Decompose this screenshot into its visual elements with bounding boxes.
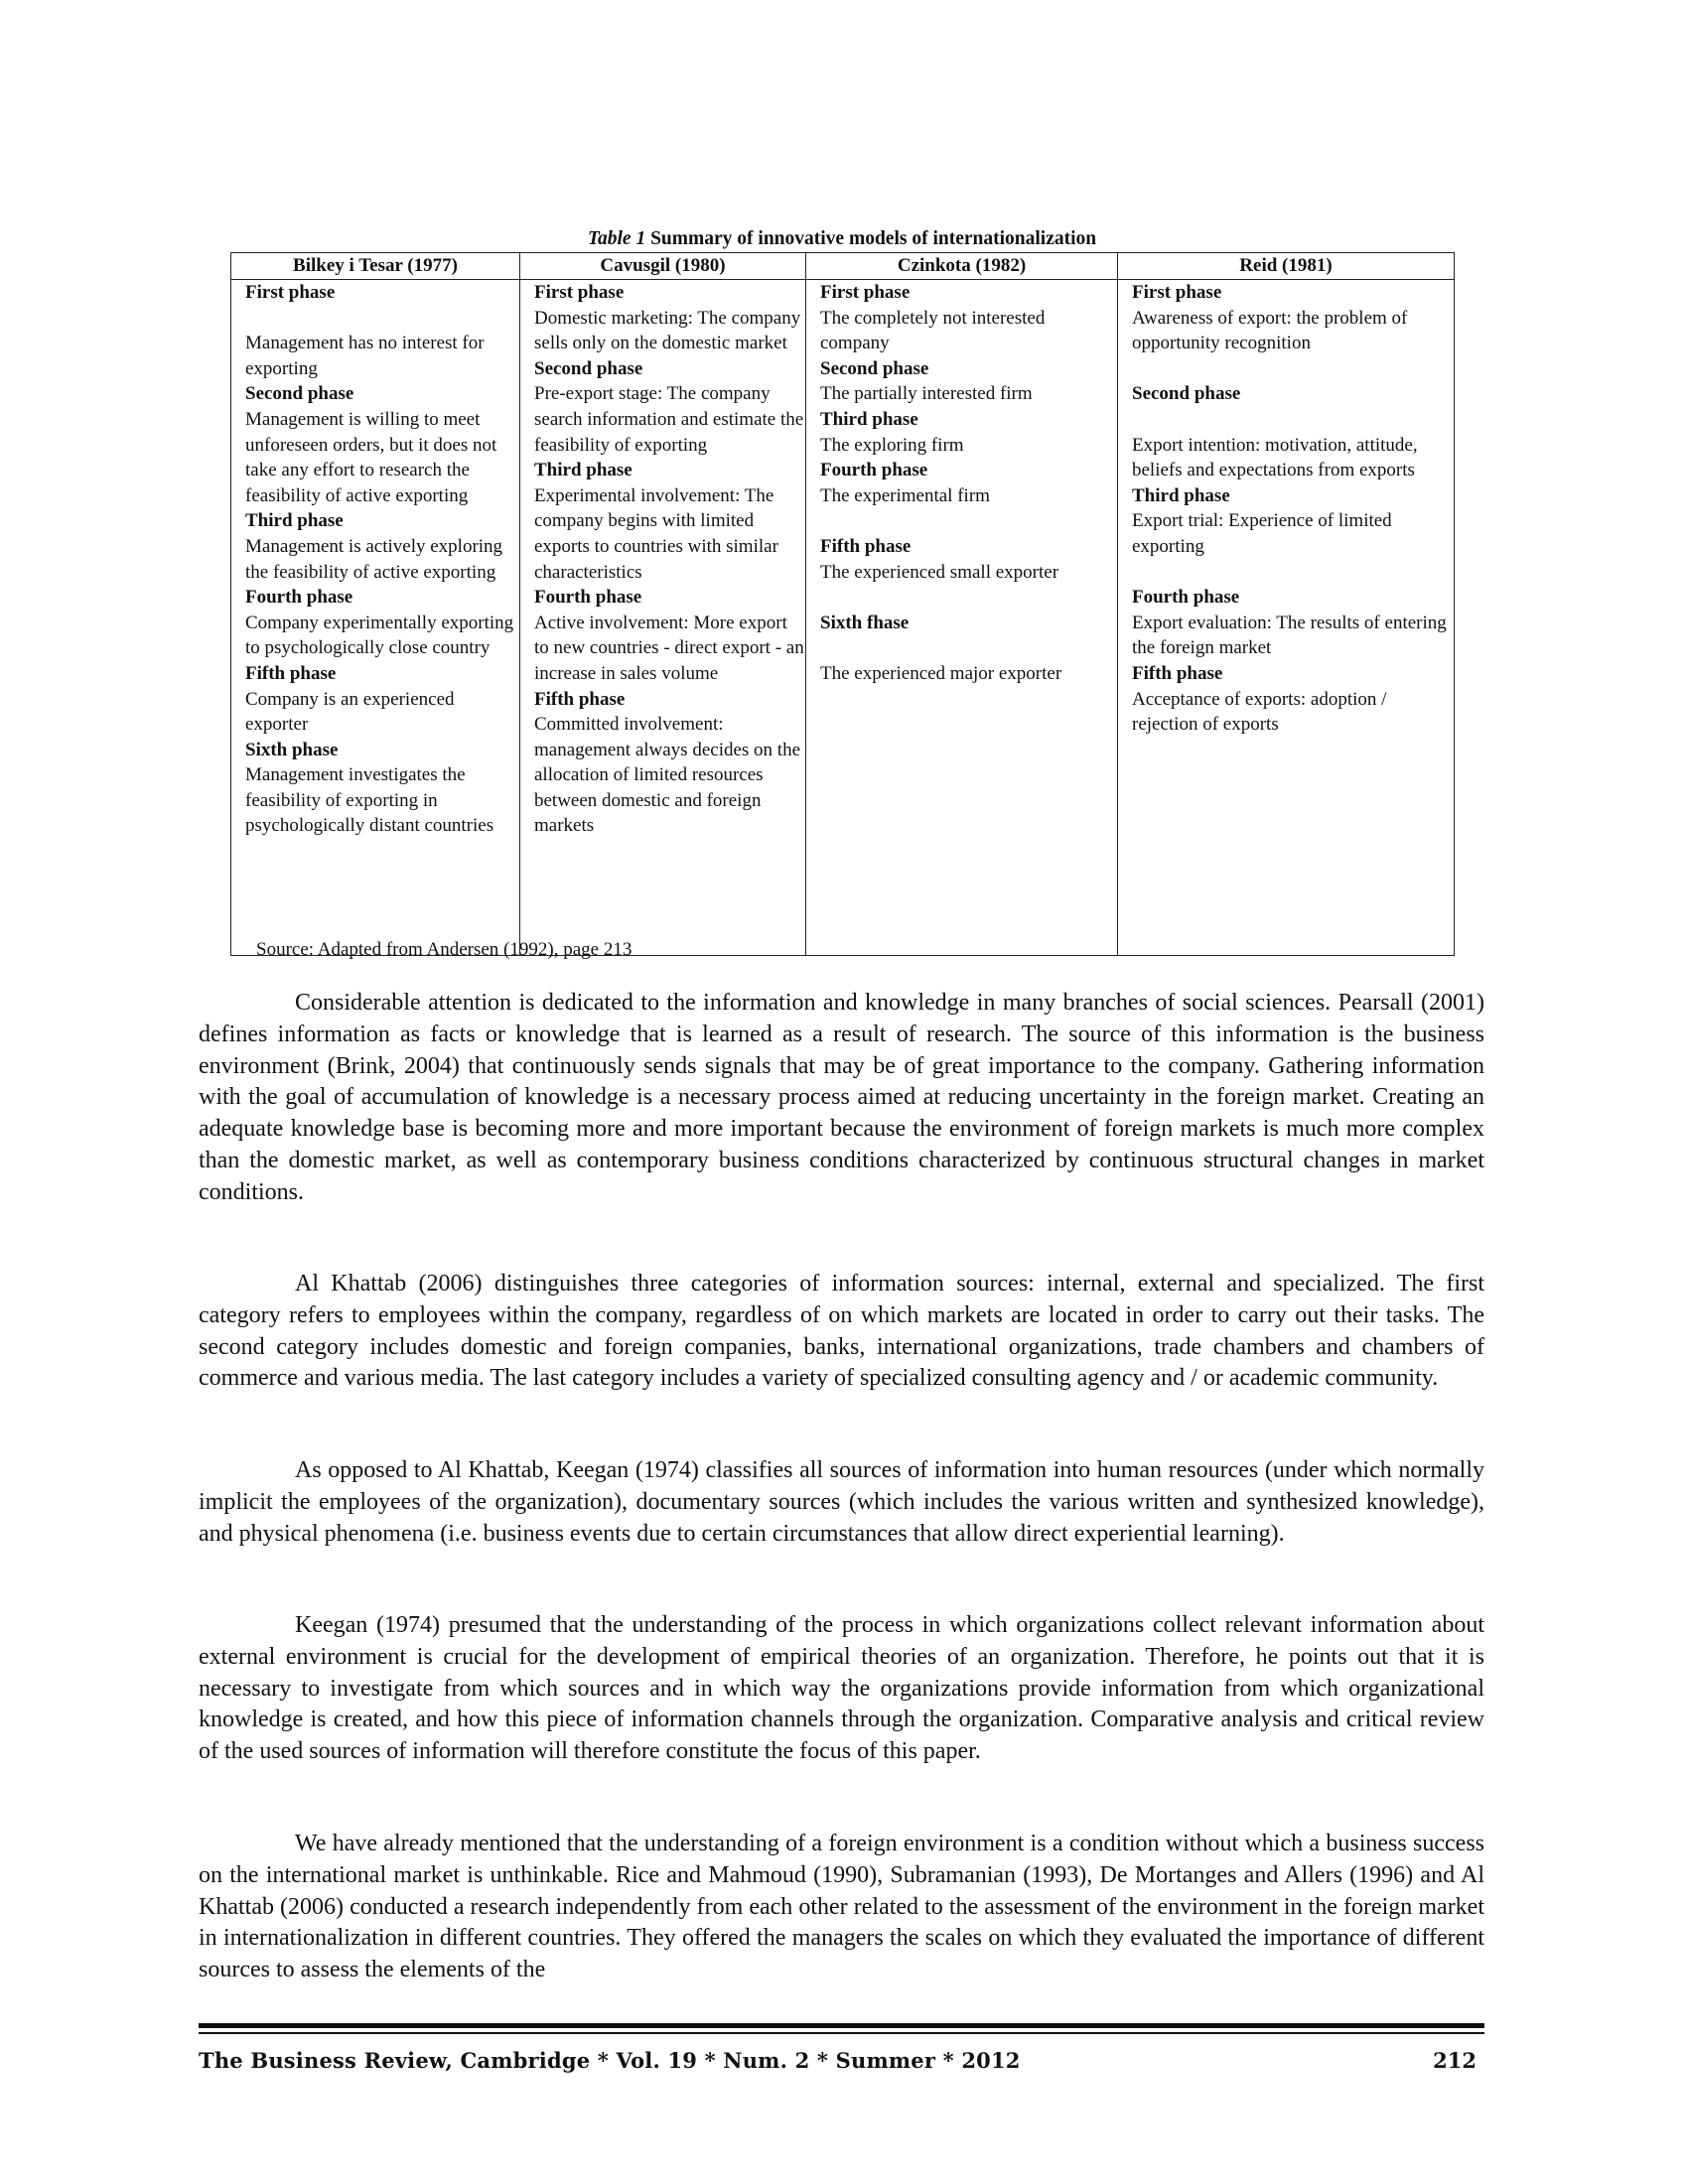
body-paragraph — [199, 988, 1484, 1209]
phase-text: Awareness of export: the problem of opportunity recognition — [1132, 307, 1408, 354]
phase-title: Fourth phase — [1132, 587, 1240, 609]
phase-title: First phase — [820, 282, 911, 303]
phase-title: Fourth phase — [534, 587, 642, 609]
phase-text: Company experimentally exporting to psychologically close country — [245, 612, 514, 659]
blank-line — [820, 508, 1117, 534]
footer-rule-thin — [199, 2032, 1484, 2034]
paragraph-text: We have already mentioned that the understanding of a foreign environment is a condition without which a business success on the international market is unthinkable. Rice and Mahmoud (1990), Subramanian (1993), De Mortanges and Allers (1996) and Al Khattab (2006) conducted a research independently from each other related to the assessment of the environment in the foreign market in internationalization in different countries. They offered the managers the scales on which they evaluated the importance of different sources to assess the elements of the — [199, 1831, 1484, 1983]
phase-text: Acceptance of exports: adoption / rejection of exports — [1132, 688, 1387, 736]
phase-text: The exploring firm — [820, 434, 964, 456]
phase-title: Third phase — [245, 510, 344, 532]
phase-text: Management investigates the feasibility of exporting in psychologically distant countries — [245, 764, 494, 837]
paragraph-text: Keegan (1974) presumed that the understanding of the process in which organizations collect relevant information about external environment is crucial for the development of empirical theories of an organization. Therefore, he points out that it is necessary to investigate from which sources and in which way the organizations provide information from which organizational knowledge is created, and how this piece of information channels through the organization. Comparative analysis and critical review of the used sources of information will therefore constitute the focus of this paper. — [199, 1612, 1484, 1765]
blank-line — [1132, 560, 1454, 586]
phase-text: Export evaluation: The results of entering the foreign market — [1132, 612, 1447, 659]
phase-title: First phase — [534, 282, 625, 303]
phase-text: The experienced major exporter — [820, 662, 1062, 684]
cell-czinkota — [806, 280, 1118, 956]
body-paragraph — [199, 1829, 1484, 1986]
phase-title: Third phase — [534, 460, 633, 481]
header-bilkey: Bilkey i Tesar (1977) — [231, 253, 520, 280]
phase-text: The completely not interested company — [820, 307, 1046, 354]
phase-title: Second phase — [820, 357, 929, 379]
table-caption — [230, 227, 1454, 251]
cell-reid — [1118, 280, 1455, 956]
body-paragraph — [199, 1455, 1484, 1550]
phase-text: Management is willing to meet unforeseen orders, but it does not take any effort to research the feasibility of active exporting — [245, 408, 497, 506]
phase-text: Export intention: motivation, attitude, beliefs and expectations from exports — [1132, 434, 1418, 481]
phase-text: Experimental involvement: The company begins with limited exports to countries with similar characteristics — [534, 484, 778, 583]
table-label: Table 1 — [587, 228, 646, 249]
blank-line — [1132, 356, 1454, 382]
cell-bilkey — [231, 280, 520, 956]
paragraph-text: Al Khattab (2006) distinguishes three categories of information sources: internal, external and specialized. The first category refers to employees within the company, regardless of on which markets are located in order to carry out their tasks. The second category includes domestic and foreign companies, banks, international organizations, trade chambers and chambers of commerce and various media. The last category includes a variety of specialized consulting agency and / or academic community. — [199, 1271, 1484, 1392]
table-header-row — [231, 253, 1455, 280]
phase-title: Second phase — [245, 383, 354, 405]
phase-title: First phase — [1132, 282, 1222, 303]
cell-cavusgil — [520, 280, 806, 956]
phase-title: Second phase — [534, 357, 643, 379]
blank-line — [1132, 407, 1454, 433]
header-cavusgil: Cavusgil (1980) — [520, 253, 806, 280]
phase-title: First phase — [245, 282, 336, 303]
phase-text: Management has no interest for exporting — [245, 333, 485, 379]
header-czinkota: Czinkota (1982) — [806, 253, 1118, 280]
phase-title: Fifth phase — [245, 662, 337, 684]
blank-line — [820, 635, 1117, 661]
phase-text: Export trial: Experience of limited exporting — [1132, 510, 1392, 557]
phase-text: The experimental firm — [820, 484, 990, 506]
table-row — [231, 280, 1455, 956]
models-table — [230, 252, 1455, 956]
table-source-note: Source: Adapted from Andersen (1992), page 213 — [256, 939, 633, 960]
phase-text: Pre-export stage: The company search information and estimate the feasibility of exporting — [534, 383, 804, 456]
table-title: Summary of innovative models of internationalization — [645, 228, 1097, 249]
header-reid: Reid (1981) — [1118, 253, 1455, 280]
paragraph-text: As opposed to Al Khattab, Keegan (1974) classifies all sources of information into human resources (under which normally implicit the employees of the organization), documentary sources (which includes the various written and synthesized knowledge), and physical phenomena (i.e. business events due to certain circumstances that allow direct experiential learning). — [199, 1457, 1484, 1547]
phase-title: Fourth phase — [245, 587, 353, 609]
phase-text: Committed involvement: management always decides on the allocation of limited resources between domestic and foreign markets — [534, 714, 801, 837]
phase-title: Fifth phase — [820, 535, 912, 557]
phase-title: Fifth phase — [1132, 662, 1223, 684]
footer-page-number: 212 — [1433, 2048, 1477, 2073]
phase-title: Fourth phase — [820, 460, 928, 481]
footer-rule — [199, 2023, 1484, 2028]
phase-text: Management is actively exploring the feasibility of active exporting — [245, 535, 503, 583]
phase-title: Third phase — [820, 408, 918, 430]
footer-journal-info: The Business Review, Cambridge * Vol. 19 * Num. 2 * Summer * 2012 — [199, 2048, 1021, 2073]
body-paragraph — [199, 1610, 1484, 1768]
phase-text: The experienced small exporter — [820, 561, 1059, 583]
phase-text: Domestic marketing: The company sells only on the domestic market — [534, 307, 801, 354]
phase-text: Company is an experienced exporter — [245, 688, 455, 736]
phase-title: Fifth phase — [534, 688, 626, 710]
phase-title: Third phase — [1132, 484, 1230, 506]
body-paragraph — [199, 1269, 1484, 1395]
phase-title: Sixth fhase — [820, 612, 910, 633]
paragraph-text: Considerable attention is dedicated to the information and knowledge in many branches of social sciences. Pearsall (2001) defines information as facts or knowledge that is learned as a result of research. The source of this information is the business environment (Brink, 2004) that continuously sends signals that may be of great importance to the company. Gathering information with the goal of accumulation of knowledge is a necessary process aimed at reducing uncertainty in the foreign market. Creating an adequate knowledge base is becoming more and more important because the environment of foreign markets is much more complex than the domestic market, as well as contemporary business conditions characterized by continuous structural changes in market conditions. — [199, 990, 1484, 1205]
phase-title: Sixth phase — [245, 739, 339, 760]
phase-title: Second phase — [1132, 383, 1241, 405]
phase-text: Active involvement: More export to new countries - direct export - an increase in sales volume — [534, 612, 804, 684]
blank-line — [245, 306, 519, 332]
blank-line — [820, 585, 1117, 611]
phase-text: The partially interested firm — [820, 383, 1033, 405]
